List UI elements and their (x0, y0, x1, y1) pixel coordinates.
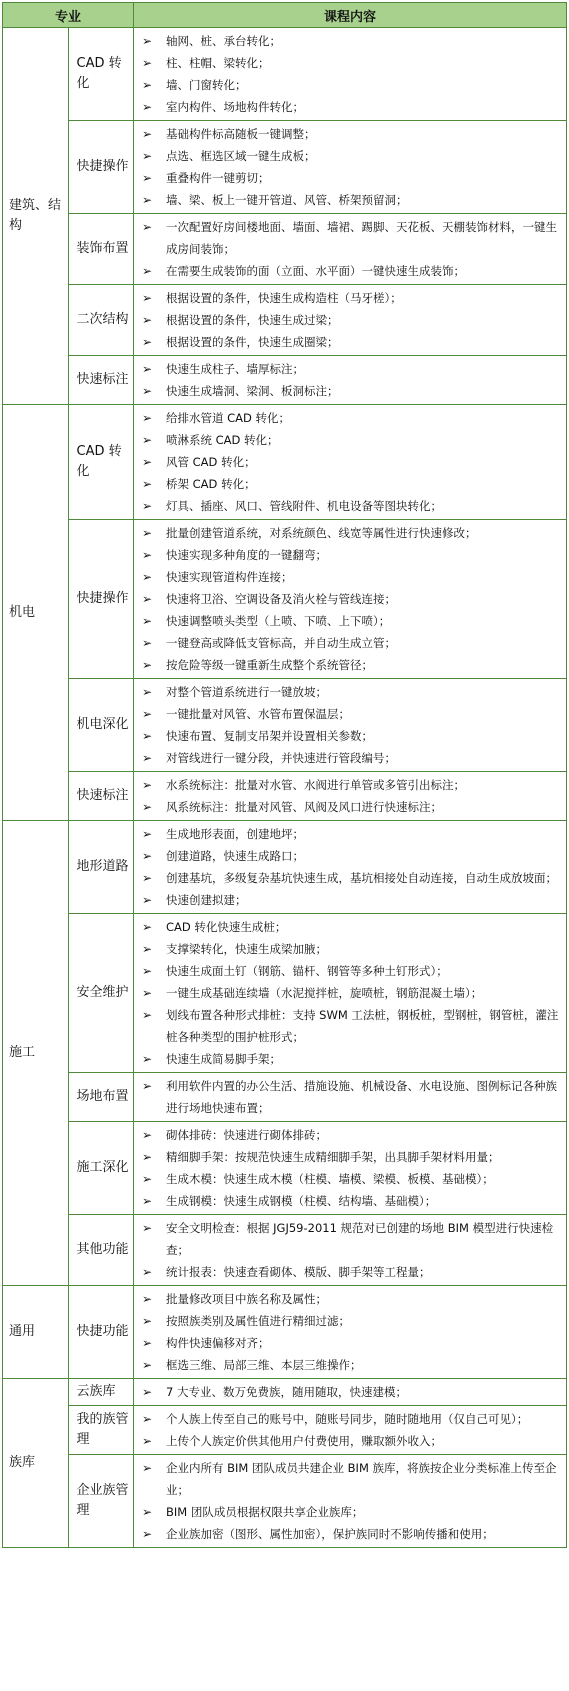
list-item-text: 灯具、插座、风口、管线附件、机电设备等图块转化； (166, 499, 442, 513)
table-row (3, 1286, 567, 1379)
table-row (3, 1455, 567, 1548)
major-cell: 通用 (3, 1286, 69, 1379)
table-row (3, 28, 567, 121)
major-cell: 机电 (3, 405, 69, 821)
arrow-bullet-icon: ➢ (142, 849, 153, 863)
content-cell (134, 520, 567, 679)
list-item-text: 支撑梁转化，快速生成梁加腋； (166, 942, 327, 956)
major-cell: 建筑、结构 (3, 28, 69, 405)
table-row (3, 914, 567, 1073)
list-item (142, 358, 560, 380)
arrow-bullet-icon: ➢ (142, 729, 153, 743)
category-cell: CAD 转化 (68, 28, 134, 121)
list-item-text: 按照族类别及属性值进行精细过滤； (166, 1314, 350, 1328)
list-item-text: 桥架 CAD 转化； (166, 477, 256, 491)
list-item (142, 1075, 560, 1119)
arrow-bullet-icon: ➢ (142, 100, 153, 114)
table-row (3, 1073, 567, 1122)
list-item-text: 快速生成柱子、墙厚标注； (166, 362, 304, 376)
list-item (142, 30, 560, 52)
arrow-bullet-icon: ➢ (142, 1385, 153, 1399)
list-item-text: 生成钢模：快速生成钢模（柱模、结构墙、基础模）； (166, 1194, 437, 1208)
category-cell: 二次结构 (68, 285, 134, 356)
arrow-bullet-icon: ➢ (142, 455, 153, 469)
list-item-text: 快速创建拟建； (166, 893, 247, 907)
arrow-bullet-icon: ➢ (142, 986, 153, 1000)
list-item-text: 快速实现多种角度的一键翻弯； (166, 548, 327, 562)
list-item-text: 墙、门窗转化； (166, 78, 247, 92)
arrow-bullet-icon: ➢ (142, 362, 153, 376)
list-item (142, 654, 560, 676)
table-row (3, 821, 567, 914)
list-item-text: 一次配置好房间楼地面、墙面、墙裙、踢脚、天花板、天棚装饰材料，一键生成房间装饰； (166, 220, 557, 256)
arrow-bullet-icon: ➢ (142, 871, 153, 885)
table-row (3, 214, 567, 285)
content-cell (134, 914, 567, 1073)
category-cell: 企业族管理 (68, 1455, 134, 1548)
category-cell: 施工深化 (68, 1122, 134, 1215)
list-item-text: 一键批量对风管、水管布置保温层； (166, 707, 350, 721)
list-item-text: 点选、框选区域一键生成板； (166, 149, 316, 163)
list-item (142, 309, 560, 331)
list-item-text: 快速生成简易脚手架； (166, 1052, 281, 1066)
list-item (142, 123, 560, 145)
table-row (3, 405, 567, 520)
list-item (142, 1146, 560, 1168)
arrow-bullet-icon: ➢ (142, 1527, 153, 1541)
list-item-text: 柱、柱帽、梁转化； (166, 56, 270, 70)
list-item-text: 根据设置的条件，快速生成构造柱（马牙槎）； (166, 291, 402, 305)
content-cell (134, 121, 567, 214)
list-item (142, 1168, 560, 1190)
list-item-text: 对整个管道系统进行一键放坡； (166, 685, 327, 699)
list-item-text: 在需要生成装饰的面（立面、水平面）一键快速生成装饰； (166, 264, 465, 278)
list-item-text: 创建道路，快速生成路口； (166, 849, 304, 863)
list-item-text: 快速实现管道构件连接； (166, 570, 293, 584)
table-body (3, 28, 567, 1548)
arrow-bullet-icon: ➢ (142, 685, 153, 699)
list-item-text: 批量修改项目中族名称及属性； (166, 1292, 327, 1306)
category-cell: 快捷操作 (68, 520, 134, 679)
arrow-bullet-icon: ➢ (142, 1265, 153, 1279)
list-item (142, 796, 560, 818)
list-item-text: 快速将卫浴、空调设备及消火栓与管线连接； (166, 592, 396, 606)
table-row (3, 121, 567, 214)
arrow-bullet-icon: ➢ (142, 778, 153, 792)
list-item (142, 610, 560, 632)
arrow-bullet-icon: ➢ (142, 220, 153, 234)
list-item-text: 统计报表：快速查看砌体、模版、脚手架等工程量； (166, 1265, 431, 1279)
list-item-text: 墙、梁、板上一键开管道、风管、桥架预留洞； (166, 193, 408, 207)
arrow-bullet-icon: ➢ (142, 526, 153, 540)
list-item (142, 1048, 560, 1070)
table-row (3, 1379, 567, 1406)
list-item (142, 1354, 560, 1376)
list-item-text: 批量创建管道系统，对系统颜色、线宽等属性进行快速修改； (166, 526, 477, 540)
arrow-bullet-icon: ➢ (142, 1358, 153, 1372)
list-item (142, 1408, 560, 1430)
list-item (142, 1190, 560, 1212)
content-cell (134, 1286, 567, 1379)
arrow-bullet-icon: ➢ (142, 592, 153, 606)
table-row (3, 356, 567, 405)
arrow-bullet-icon: ➢ (142, 614, 153, 628)
list-item-text: 根据设置的条件，快速生成圈梁； (166, 335, 339, 349)
arrow-bullet-icon: ➢ (142, 1412, 153, 1426)
arrow-bullet-icon: ➢ (142, 658, 153, 672)
arrow-bullet-icon: ➢ (142, 1150, 153, 1164)
list-item (142, 845, 560, 867)
arrow-bullet-icon: ➢ (142, 149, 153, 163)
arrow-bullet-icon: ➢ (142, 1194, 153, 1208)
content-cell (134, 679, 567, 772)
category-cell: 地形道路 (68, 821, 134, 914)
list-item-text: 上传个人族定价供其他用户付费使用，赚取额外收入； (166, 1434, 442, 1448)
category-cell: 安全维护 (68, 914, 134, 1073)
arrow-bullet-icon: ➢ (142, 636, 153, 650)
list-item-text: 企业内所有 BIM 团队成员共建企业 BIM 族库，将族按企业分类标准上传至企业； (166, 1461, 557, 1497)
list-item (142, 1124, 560, 1146)
arrow-bullet-icon: ➢ (142, 78, 153, 92)
list-item (142, 380, 560, 402)
course-table (2, 2, 567, 1548)
arrow-bullet-icon: ➢ (142, 291, 153, 305)
content-cell (134, 1455, 567, 1548)
list-item (142, 747, 560, 769)
arrow-bullet-icon: ➢ (142, 964, 153, 978)
arrow-bullet-icon: ➢ (142, 1052, 153, 1066)
list-item (142, 1332, 560, 1354)
list-item (142, 331, 560, 353)
category-cell: 快速标注 (68, 356, 134, 405)
list-item-text: 快速布置、复制支吊架并设置相关参数； (166, 729, 373, 743)
table-row (3, 520, 567, 679)
arrow-bullet-icon: ➢ (142, 920, 153, 934)
arrow-bullet-icon: ➢ (142, 1079, 153, 1093)
list-item-text: 重叠构件一键剪切； (166, 171, 270, 185)
table-header-row (3, 3, 567, 28)
list-item (142, 703, 560, 725)
list-item (142, 167, 560, 189)
header-major: 专业 (3, 3, 134, 28)
arrow-bullet-icon: ➢ (142, 1292, 153, 1306)
category-cell: 快捷操作 (68, 121, 134, 214)
category-cell: 场地布置 (68, 1073, 134, 1122)
category-cell: 我的族管理 (68, 1406, 134, 1455)
list-item-text: 基础构件标高随板一键调整； (166, 127, 316, 141)
list-item (142, 495, 560, 517)
category-cell: 其他功能 (68, 1215, 134, 1286)
category-cell: 快捷功能 (68, 1286, 134, 1379)
list-item-text: 框选三维、局部三维、本层三维操作； (166, 1358, 362, 1372)
list-item-text: 快速生成墙洞、梁洞、板洞标注； (166, 384, 339, 398)
arrow-bullet-icon: ➢ (142, 313, 153, 327)
content-cell (134, 772, 567, 821)
arrow-bullet-icon: ➢ (142, 335, 153, 349)
arrow-bullet-icon: ➢ (142, 942, 153, 956)
arrow-bullet-icon: ➢ (142, 827, 153, 841)
arrow-bullet-icon: ➢ (142, 127, 153, 141)
arrow-bullet-icon: ➢ (142, 1008, 153, 1022)
list-item (142, 287, 560, 309)
list-item-text: 一键生成基础连续墙（水泥搅拌桩，旋喷桩，钢筋混凝土墙）； (166, 986, 483, 1000)
content-cell (134, 1379, 567, 1406)
list-item (142, 960, 560, 982)
table-row (3, 285, 567, 356)
arrow-bullet-icon: ➢ (142, 1128, 153, 1142)
arrow-bullet-icon: ➢ (142, 548, 153, 562)
list-item (142, 216, 560, 260)
list-item (142, 544, 560, 566)
major-cell: 族库 (3, 1379, 69, 1548)
arrow-bullet-icon: ➢ (142, 56, 153, 70)
arrow-bullet-icon: ➢ (142, 499, 153, 513)
list-item-text: 风管 CAD 转化； (166, 455, 256, 469)
list-item-text: 7 大专业、数万免费族，随用随取，快速建模； (166, 1385, 407, 1399)
content-cell (134, 821, 567, 914)
table-row (3, 1406, 567, 1455)
category-cell: 云族库 (68, 1379, 134, 1406)
list-item (142, 74, 560, 96)
list-item (142, 407, 560, 429)
list-item (142, 1004, 560, 1048)
arrow-bullet-icon: ➢ (142, 570, 153, 584)
list-item-text: 划线布置各种形式排桩：支持 SWM 工法桩，钢板桩，型钢桩，钢管桩，灌注桩各种类型的围护桩形式； (166, 1008, 559, 1044)
list-item-text: 给排水管道 CAD 转化； (166, 411, 291, 425)
list-item-text: 精细脚手架：按规范快速生成精细脚手架，出具脚手架材料用量； (166, 1150, 500, 1164)
arrow-bullet-icon: ➢ (142, 1461, 153, 1475)
arrow-bullet-icon: ➢ (142, 751, 153, 765)
list-item-text: 安全文明检查：根据 JGJ59-2011 规范对已创建的场地 BIM 模型进行快速检查； (166, 1221, 554, 1257)
arrow-bullet-icon: ➢ (142, 800, 153, 814)
list-item (142, 889, 560, 911)
list-item (142, 1310, 560, 1332)
list-item (142, 451, 560, 473)
list-item-text: 砌体排砖：快速进行砌体排砖； (166, 1128, 327, 1142)
list-item (142, 632, 560, 654)
arrow-bullet-icon: ➢ (142, 34, 153, 48)
content-cell (134, 214, 567, 285)
list-item (142, 982, 560, 1004)
arrow-bullet-icon: ➢ (142, 1314, 153, 1328)
list-item (142, 867, 560, 889)
list-item-text: 喷淋系统 CAD 转化； (166, 433, 279, 447)
content-cell (134, 356, 567, 405)
list-item-text: 构件快速偏移对齐； (166, 1336, 270, 1350)
list-item (142, 522, 560, 544)
list-item (142, 1217, 560, 1261)
list-item-text: 生成木模：快速生成木模（柱模、墙模、梁模、板模、基础模）； (166, 1172, 494, 1186)
list-item-text: 快速生成面土钉（钢筋、锚杆、钢管等多种土钉形式）； (166, 964, 448, 978)
list-item (142, 260, 560, 282)
list-item (142, 566, 560, 588)
content-cell (134, 1215, 567, 1286)
major-cell: 施工 (3, 821, 69, 1286)
list-item-text: 企业族加密（图形、属性加密），保护族同时不影响传播和使用； (166, 1527, 494, 1541)
list-item-text: 水系统标注：批量对水管、水阀进行单管或多管引出标注； (166, 778, 465, 792)
header-content: 课程内容 (134, 3, 567, 28)
list-item (142, 96, 560, 118)
list-item (142, 1523, 560, 1545)
arrow-bullet-icon: ➢ (142, 477, 153, 491)
list-item (142, 1430, 560, 1452)
list-item-text: 个人族上传至自己的账号中，随账号同步，随时随地用（仅自己可见）； (166, 1412, 529, 1426)
table-row (3, 772, 567, 821)
arrow-bullet-icon: ➢ (142, 384, 153, 398)
arrow-bullet-icon: ➢ (142, 707, 153, 721)
list-item (142, 1457, 560, 1501)
list-item (142, 823, 560, 845)
list-item-text: 轴网、桩、承台转化； (166, 34, 281, 48)
list-item (142, 1381, 560, 1403)
arrow-bullet-icon: ➢ (142, 1434, 153, 1448)
content-cell (134, 405, 567, 520)
arrow-bullet-icon: ➢ (142, 1221, 153, 1235)
list-item-text: 创建基坑，多级复杂基坑快速生成，基坑相接处自动连接，自动生成放坡面； (166, 871, 557, 885)
content-cell (134, 1122, 567, 1215)
list-item (142, 429, 560, 451)
list-item (142, 725, 560, 747)
list-item (142, 52, 560, 74)
arrow-bullet-icon: ➢ (142, 264, 153, 278)
list-item-text: 利用软件内置的办公生活、措施设施、机械设备、水电设施、图例标记各种族进行场地快速布置； (166, 1079, 557, 1115)
content-cell (134, 28, 567, 121)
list-item (142, 1261, 560, 1283)
arrow-bullet-icon: ➢ (142, 411, 153, 425)
arrow-bullet-icon: ➢ (142, 1505, 153, 1519)
arrow-bullet-icon: ➢ (142, 193, 153, 207)
list-item-text: 对管线进行一键分段，并快速进行管段编号； (166, 751, 396, 765)
arrow-bullet-icon: ➢ (142, 1336, 153, 1350)
list-item-text: BIM 团队成员根据权限共享企业族库； (166, 1505, 364, 1519)
list-item (142, 938, 560, 960)
list-item (142, 189, 560, 211)
table-row (3, 1215, 567, 1286)
list-item (142, 681, 560, 703)
arrow-bullet-icon: ➢ (142, 171, 153, 185)
category-cell: 装饰布置 (68, 214, 134, 285)
list-item-text: 室内构件、场地构件转化； (166, 100, 304, 114)
category-cell: CAD 转化 (68, 405, 134, 520)
arrow-bullet-icon: ➢ (142, 1172, 153, 1186)
list-item-text: 一键登高或降低支管标高，并自动生成立管； (166, 636, 396, 650)
arrow-bullet-icon: ➢ (142, 893, 153, 907)
content-cell (134, 1406, 567, 1455)
list-item (142, 1501, 560, 1523)
list-item-text: 快速调整喷头类型（上喷、下喷、上下喷）； (166, 614, 391, 628)
content-cell (134, 285, 567, 356)
arrow-bullet-icon: ➢ (142, 433, 153, 447)
table-row (3, 679, 567, 772)
list-item (142, 145, 560, 167)
list-item-text: 按危险等级一键重新生成整个系统管径； (166, 658, 373, 672)
category-cell: 快速标注 (68, 772, 134, 821)
table-row (3, 1122, 567, 1215)
list-item (142, 473, 560, 495)
list-item-text: 生成地形表面，创建地坪； (166, 827, 304, 841)
list-item (142, 774, 560, 796)
list-item-text: 风系统标注：批量对风管、风阀及风口进行快速标注； (166, 800, 442, 814)
category-cell: 机电深化 (68, 679, 134, 772)
list-item (142, 1288, 560, 1310)
list-item (142, 588, 560, 610)
list-item-text: 根据设置的条件，快速生成过梁； (166, 313, 339, 327)
list-item-text: CAD 转化快速生成桩； (166, 920, 287, 934)
content-cell (134, 1073, 567, 1122)
list-item (142, 916, 560, 938)
